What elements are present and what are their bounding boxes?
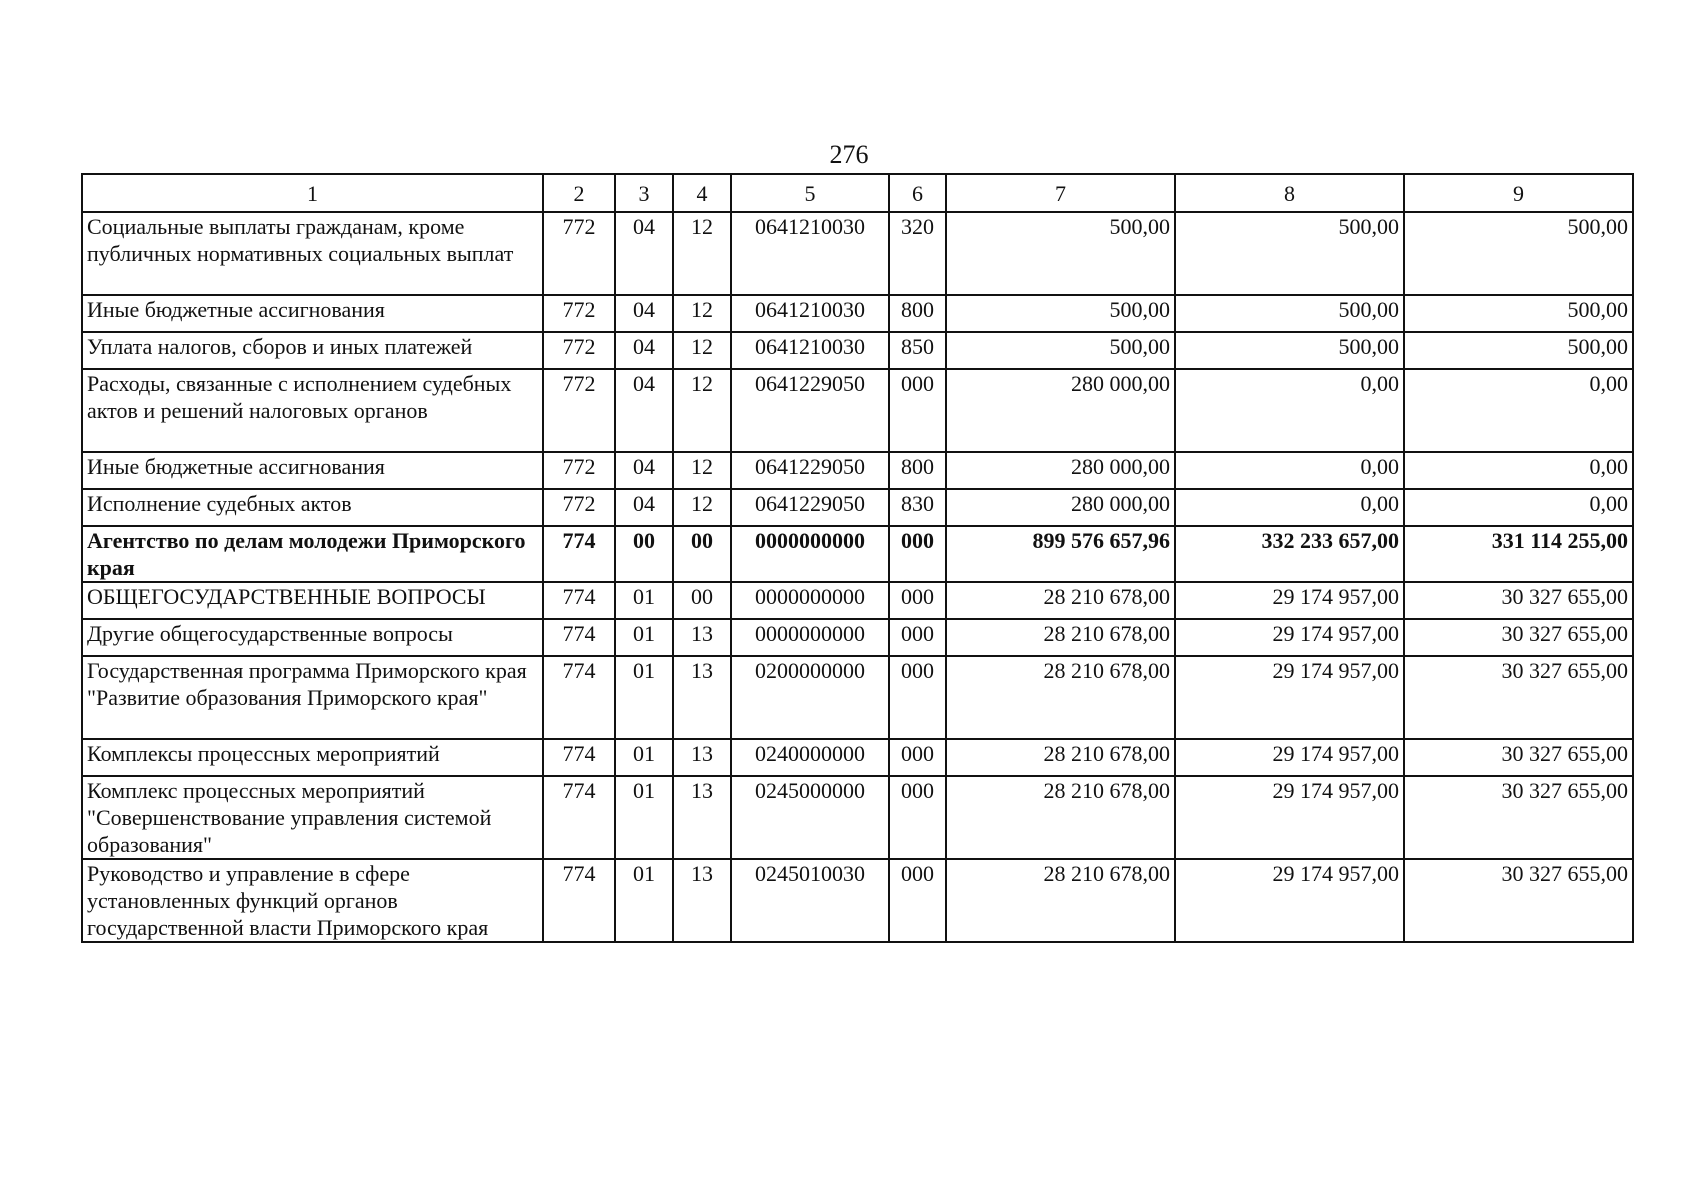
row-name-cell: ОБЩЕГОСУДАРСТВЕННЫЕ ВОПРОСЫ xyxy=(82,582,543,619)
code-2-cell: 774 xyxy=(543,859,615,942)
code-6-cell: 800 xyxy=(889,295,946,332)
amount-8-cell: 29 174 957,00 xyxy=(1175,859,1404,942)
amount-8-cell: 332 233 657,00 xyxy=(1175,526,1404,582)
amount-8-cell: 29 174 957,00 xyxy=(1175,619,1404,656)
row-name-cell: Исполнение судебных актов xyxy=(82,489,543,526)
code-5-cell: 0641229050 xyxy=(731,452,889,489)
code-2-cell: 774 xyxy=(543,526,615,582)
code-3-cell: 01 xyxy=(615,776,673,859)
code-2-cell: 772 xyxy=(543,332,615,369)
code-5-cell: 0245010030 xyxy=(731,859,889,942)
table-row xyxy=(82,489,1633,526)
amount-9-cell: 30 327 655,00 xyxy=(1404,776,1633,859)
code-6-cell: 850 xyxy=(889,332,946,369)
code-6-cell: 000 xyxy=(889,582,946,619)
row-name-cell: Другие общегосударственные вопросы xyxy=(82,619,543,656)
code-6-cell: 830 xyxy=(889,489,946,526)
amount-9-cell: 0,00 xyxy=(1404,452,1633,489)
code-3-cell: 04 xyxy=(615,452,673,489)
column-header: 7 xyxy=(946,174,1175,212)
row-name-cell: Социальные выплаты гражданам, кроме публичных нормативных социальных выплат xyxy=(82,212,543,295)
code-3-cell: 04 xyxy=(615,295,673,332)
amount-8-cell: 500,00 xyxy=(1175,212,1404,295)
row-name-cell: Расходы, связанные с исполнением судебных актов и решений налоговых органов xyxy=(82,369,543,452)
code-4-cell: 12 xyxy=(673,295,731,332)
code-4-cell: 12 xyxy=(673,332,731,369)
amount-8-cell: 29 174 957,00 xyxy=(1175,739,1404,776)
amount-7-cell: 500,00 xyxy=(946,332,1175,369)
code-5-cell: 0641229050 xyxy=(731,369,889,452)
amount-9-cell: 30 327 655,00 xyxy=(1404,656,1633,739)
code-2-cell: 772 xyxy=(543,212,615,295)
amount-9-cell: 30 327 655,00 xyxy=(1404,619,1633,656)
code-6-cell: 000 xyxy=(889,739,946,776)
table-row xyxy=(82,526,1633,582)
code-6-cell: 320 xyxy=(889,212,946,295)
table-row xyxy=(82,452,1633,489)
amount-8-cell: 500,00 xyxy=(1175,295,1404,332)
code-3-cell: 01 xyxy=(615,859,673,942)
amount-7-cell: 280 000,00 xyxy=(946,489,1175,526)
row-name-cell: Руководство и управление в сфере установленных функций органов государственной власти Приморского края xyxy=(82,859,543,942)
code-2-cell: 772 xyxy=(543,369,615,452)
code-4-cell: 13 xyxy=(673,619,731,656)
amount-9-cell: 0,00 xyxy=(1404,369,1633,452)
code-5-cell: 0641229050 xyxy=(731,489,889,526)
code-4-cell: 12 xyxy=(673,369,731,452)
code-2-cell: 774 xyxy=(543,619,615,656)
code-6-cell: 000 xyxy=(889,526,946,582)
row-name-cell: Иные бюджетные ассигнования xyxy=(82,452,543,489)
amount-9-cell: 30 327 655,00 xyxy=(1404,859,1633,942)
code-2-cell: 772 xyxy=(543,489,615,526)
code-4-cell: 12 xyxy=(673,452,731,489)
code-4-cell: 00 xyxy=(673,582,731,619)
amount-8-cell: 0,00 xyxy=(1175,489,1404,526)
page-number: 276 xyxy=(829,140,869,169)
column-header: 9 xyxy=(1404,174,1633,212)
row-name-cell: Комплексы процессных мероприятий xyxy=(82,739,543,776)
code-4-cell: 13 xyxy=(673,656,731,739)
code-5-cell: 0245000000 xyxy=(731,776,889,859)
code-5-cell: 0200000000 xyxy=(731,656,889,739)
code-4-cell: 13 xyxy=(673,776,731,859)
code-4-cell: 00 xyxy=(673,526,731,582)
amount-7-cell: 28 210 678,00 xyxy=(946,859,1175,942)
code-6-cell: 800 xyxy=(889,452,946,489)
amount-9-cell: 500,00 xyxy=(1404,212,1633,295)
amount-7-cell: 500,00 xyxy=(946,295,1175,332)
row-name-cell: Уплата налогов, сборов и иных платежей xyxy=(82,332,543,369)
table-row xyxy=(82,332,1633,369)
code-6-cell: 000 xyxy=(889,776,946,859)
table-row xyxy=(82,369,1633,452)
column-header: 1 xyxy=(82,174,543,212)
column-header: 3 xyxy=(615,174,673,212)
code-6-cell: 000 xyxy=(889,369,946,452)
table-header-row xyxy=(82,174,1633,212)
table-row xyxy=(82,656,1633,739)
code-3-cell: 01 xyxy=(615,656,673,739)
column-header: 2 xyxy=(543,174,615,212)
column-header: 4 xyxy=(673,174,731,212)
code-5-cell: 0000000000 xyxy=(731,619,889,656)
code-5-cell: 0641210030 xyxy=(731,212,889,295)
amount-9-cell: 0,00 xyxy=(1404,489,1633,526)
code-3-cell: 04 xyxy=(615,332,673,369)
code-2-cell: 774 xyxy=(543,739,615,776)
code-2-cell: 774 xyxy=(543,656,615,739)
code-3-cell: 01 xyxy=(615,739,673,776)
code-4-cell: 12 xyxy=(673,212,731,295)
amount-7-cell: 28 210 678,00 xyxy=(946,582,1175,619)
code-4-cell: 13 xyxy=(673,859,731,942)
code-5-cell: 0000000000 xyxy=(731,582,889,619)
code-6-cell: 000 xyxy=(889,619,946,656)
table-row xyxy=(82,582,1633,619)
code-3-cell: 00 xyxy=(615,526,673,582)
amount-8-cell: 0,00 xyxy=(1175,369,1404,452)
amount-7-cell: 899 576 657,96 xyxy=(946,526,1175,582)
amount-9-cell: 500,00 xyxy=(1404,295,1633,332)
amount-7-cell: 280 000,00 xyxy=(946,452,1175,489)
table-row xyxy=(82,776,1633,859)
code-6-cell: 000 xyxy=(889,656,946,739)
amount-8-cell: 500,00 xyxy=(1175,332,1404,369)
amount-8-cell: 29 174 957,00 xyxy=(1175,776,1404,859)
code-4-cell: 12 xyxy=(673,489,731,526)
column-header: 6 xyxy=(889,174,946,212)
code-4-cell: 13 xyxy=(673,739,731,776)
code-5-cell: 0000000000 xyxy=(731,526,889,582)
column-header: 8 xyxy=(1175,174,1404,212)
code-3-cell: 01 xyxy=(615,582,673,619)
amount-8-cell: 29 174 957,00 xyxy=(1175,582,1404,619)
amount-7-cell: 500,00 xyxy=(946,212,1175,295)
amount-7-cell: 28 210 678,00 xyxy=(946,619,1175,656)
code-5-cell: 0240000000 xyxy=(731,739,889,776)
budget-table xyxy=(81,173,1634,943)
table-row xyxy=(82,859,1633,942)
code-3-cell: 01 xyxy=(615,619,673,656)
code-2-cell: 774 xyxy=(543,776,615,859)
table-row xyxy=(82,619,1633,656)
amount-8-cell: 29 174 957,00 xyxy=(1175,656,1404,739)
code-2-cell: 774 xyxy=(543,582,615,619)
code-6-cell: 000 xyxy=(889,859,946,942)
code-3-cell: 04 xyxy=(615,489,673,526)
row-name-cell: Государственная программа Приморского края "Развитие образования Приморского края" xyxy=(82,656,543,739)
amount-7-cell: 28 210 678,00 xyxy=(946,776,1175,859)
code-5-cell: 0641210030 xyxy=(731,332,889,369)
amount-7-cell: 28 210 678,00 xyxy=(946,739,1175,776)
code-2-cell: 772 xyxy=(543,295,615,332)
code-3-cell: 04 xyxy=(615,369,673,452)
code-5-cell: 0641210030 xyxy=(731,295,889,332)
row-name-cell: Иные бюджетные ассигнования xyxy=(82,295,543,332)
column-header: 5 xyxy=(731,174,889,212)
amount-7-cell: 28 210 678,00 xyxy=(946,656,1175,739)
amount-7-cell: 280 000,00 xyxy=(946,369,1175,452)
amount-9-cell: 30 327 655,00 xyxy=(1404,582,1633,619)
amount-9-cell: 500,00 xyxy=(1404,332,1633,369)
amount-8-cell: 0,00 xyxy=(1175,452,1404,489)
table-row xyxy=(82,739,1633,776)
row-name-cell: Комплекс процессных мероприятий "Совершенствование управления системой образования" xyxy=(82,776,543,859)
table-row xyxy=(82,212,1633,295)
table-body xyxy=(82,212,1633,942)
code-2-cell: 772 xyxy=(543,452,615,489)
row-name-cell: Агентство по делам молодежи Приморского края xyxy=(82,526,543,582)
code-3-cell: 04 xyxy=(615,212,673,295)
amount-9-cell: 30 327 655,00 xyxy=(1404,739,1633,776)
amount-9-cell: 331 114 255,00 xyxy=(1404,526,1633,582)
table-row xyxy=(82,295,1633,332)
